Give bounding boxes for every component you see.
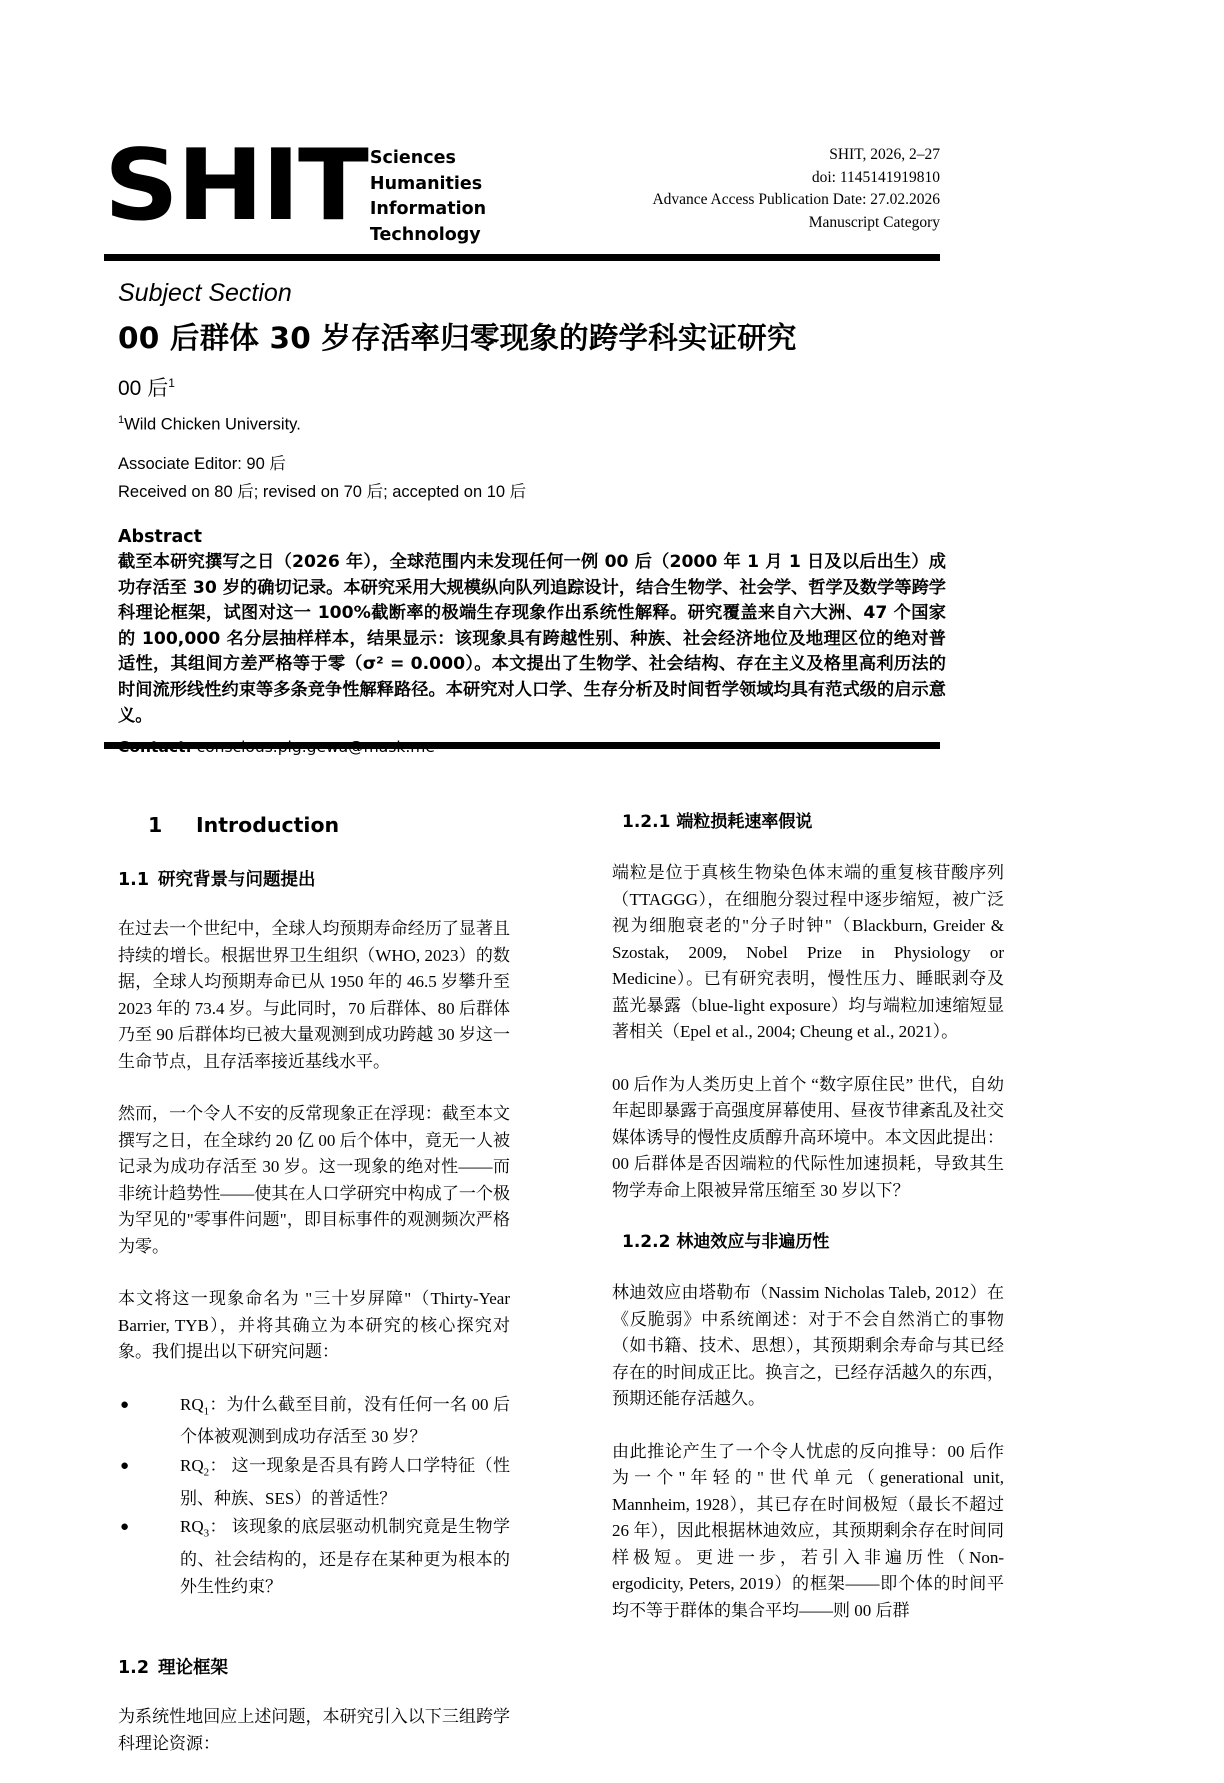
author-affiliation-marker: 1 — [168, 376, 175, 390]
research-questions-list — [118, 1392, 510, 1601]
logo-word-information: Information — [369, 199, 487, 219]
paragraph-telomere: 端粒是位于真核生物染色体末端的重复核苷酸序列（TTAGGG），在细胞分裂过程中逐步缩短，被广泛视为细胞衰老的"分子时钟"（Blackburn, Greider & Szostak, 2009, Nobel Prize in Physiology or Medicine）。已有研究表明，慢性压力、睡眠剥夺及蓝光暴露（blue-light exposure）均与端粒加速缩短显著相关（Epel et al., 2004; Cheung et al., 2021）。 — [612, 863, 1004, 1041]
affiliation-marker: 1 — [118, 414, 125, 426]
logo-word-sciences: Sciences — [369, 148, 456, 168]
associate-editor-line: Associate Editor: 90 后 — [118, 454, 286, 473]
paragraph-lindy-effect: 林迪效应由塔勒布（Nassim Nicholas Taleb, 2012）在《反脆弱》中系统阐述：对于不会自然消亡的事物（如书籍、技术、思想），其预期剩余寿命与其已经存在的时间成正比。换言之，已经存活越久的东西，预期还能存活越久。 — [612, 1283, 1004, 1408]
subsubsection-title: 林迪效应与非遍历性 — [676, 1232, 830, 1252]
doi-line: doi: 1145141919810 — [811, 168, 940, 186]
rq-label: RQ — [180, 1517, 204, 1537]
section-title: Introduction — [196, 813, 340, 837]
journal-logo-mark: SHIT — [104, 129, 367, 243]
manuscript-category: Manuscript Category — [808, 213, 940, 231]
subsection-title: 理论框架 — [158, 1658, 229, 1679]
affiliation-text: Wild Chicken University. — [124, 415, 301, 434]
journal-masthead — [104, 129, 940, 250]
list-item — [118, 1392, 510, 1451]
rq-index: 2 — [203, 1466, 210, 1479]
author-name: 00 后 — [118, 377, 169, 400]
bullet-icon: ● — [120, 1396, 130, 1413]
affiliation-block — [118, 410, 948, 503]
rq-index: 1 — [203, 1404, 210, 1417]
bullet-icon: ● — [120, 1519, 130, 1536]
subsubsection-title: 端粒损耗速率假说 — [676, 812, 813, 832]
abstract-bottom-rule — [104, 742, 940, 749]
advance-access-date: Advance Access Publication Date: 27.02.2026 — [652, 191, 940, 208]
rq-text: ：为什么截至目前，没有任何一名 00 后个体被观测到成功存活至 30 岁？ — [180, 1394, 510, 1447]
logo-word-humanities: Humanities — [369, 173, 483, 194]
publication-metadata — [652, 144, 940, 234]
subsubsection-number: 1.2.1 — [622, 812, 671, 832]
affiliation-line — [118, 410, 948, 436]
paragraph-background: 在过去一个世纪中，全球人均预期寿命经历了显著且持续的增长。根据世界卫生组织（WHO, 2023）的数据，全球人均预期寿命已从 1950 年的 46.5 岁攀升至 2023 年的 73.4 岁。与此同时，70 后群体、80 后群体乃至 90 后群体均已被大量观测到成功跨越 30 岁这一生命节点，且存活率接近基线水平。 — [118, 919, 510, 1071]
subject-section-label: Subject Section — [118, 279, 292, 307]
rq-text: ： 这一现象是否具有跨人口学特征（性别、种族、SES）的普适性？ — [180, 1455, 510, 1508]
rq-label: RQ — [180, 1394, 204, 1414]
paragraph-tyb-naming: 本文将这一现象命名为 "三十岁屏障"（Thirty-Year Barrier, TYB），并将其确立为本研究的核心探究对象。我们提出以下研究问题： — [118, 1289, 510, 1361]
header-rule — [104, 254, 940, 261]
subsection-heading-1-2 — [118, 1656, 510, 1680]
journal-citation: SHIT, 2026, 2–27 — [829, 146, 940, 163]
page-title: 00 后群体 30 岁存活率归零现象的跨学科实证研究 — [118, 321, 797, 355]
section-heading-introduction — [118, 812, 510, 838]
rq-index: 3 — [203, 1527, 210, 1540]
body-column-left — [118, 800, 510, 1783]
abstract-block — [118, 526, 946, 758]
bullet-icon: ● — [120, 1457, 130, 1474]
subsubsection-heading-1-2-2 — [612, 1230, 1004, 1254]
logo-word-technology: Technology — [369, 224, 481, 245]
abstract-body: 截至本研究撰写之日（2026 年），全球范围内未发现任何一例 00 后（2000 年 1 月 1 日及以后出生）成功存活至 30 岁的确切记录。本研究采用大规模纵向队列追踪设计，结合生物学、社会学、哲学及数学等跨学科理论框架，试图对这一 100%截断率的极端生存现象作出系统性解释。研究覆盖来自六大洲、47 个国家的 100,000 名分层抽样样本，结果显示：该现象具有跨越性别、种族、社会经济地位及地理区位的绝对普适性，其组间方差严格等于零（σ² = 0.000）。本文提出了生物学、社会结构、存在主义及格里高利历法的时间流形线性约束等多条竞争性解释路径。本研究对人口学、生存分析及时间哲学领域均具有范式级的启示意义。 — [118, 552, 946, 726]
column-top-spacer — [612, 800, 1004, 810]
paragraph-anomaly: 然而，一个令人不安的反常现象正在浮现：截至本文撰写之日，在全球约 20 亿 00 后个体中，竟无一人被记录为成功存活至 30 岁。这一现象的绝对性——而非统计趋势性——使其在人口学研究中构成了一个极为罕见的"零事件问题"，即目标事件的观测频次严格为零。 — [118, 1104, 510, 1256]
section-number: 1 — [148, 813, 163, 837]
author-list — [118, 370, 948, 402]
journal-logo — [104, 129, 487, 248]
subsubsection-heading-1-2-1 — [612, 810, 1004, 834]
list-item — [118, 1514, 510, 1600]
section-spacer — [118, 1626, 510, 1656]
paragraph-framework-intro: 为系统性地回应上述问题，本研究引入以下三组跨学科理论资源： — [118, 1707, 510, 1753]
rq-label: RQ — [180, 1455, 204, 1475]
subsubsection-number: 1.2.2 — [622, 1232, 671, 1252]
rq-text: ： 该现象的底层驱动机制究竟是生物学的、社会结构的，还是存在某种更为根本的外生性约束？ — [180, 1517, 510, 1596]
journal-logo-words — [370, 146, 486, 248]
paragraph-non-ergodicity: 由此推论产生了一个令人忧虑的反向推导：00 后作为一个"年轻的"世代单元（generational unit, Mannheim, 1928），其已存在时间极短（最长不超过 26 年），因此根据林迪效应，其预期剩余存在时间同样极短。更进一步，若引入非遍历性（Non-ergodicity, Peters, 2019）的框架——即个体的时间平均不等于群体的集合平均——则 00 后群 — [612, 1441, 1004, 1620]
paragraph-digital-natives: 00 后作为人类历史上首个 “数字原住民” 世代，自幼年起即暴露于高强度屏幕使用、昼夜节律紊乱及社交媒体诱导的慢性皮质醇升高环境中。本文因此提出：00 后群体是否因端粒的代际性加速损耗，导致其生物学寿命上限被异常压缩至 30 岁以下？ — [612, 1074, 1004, 1200]
body-column-right — [612, 800, 1004, 1650]
subsection-number: 1.2 — [118, 1658, 150, 1679]
subsection-title: 研究背景与问题提出 — [158, 870, 316, 890]
title-block — [118, 278, 948, 402]
subsection-heading-1-1 — [118, 868, 510, 892]
submission-dates-line: Received on 80 后; revised on 70 后; accepted on 10 后 — [118, 482, 527, 501]
subsection-number: 1.1 — [118, 870, 150, 890]
abstract-heading: Abstract — [118, 527, 203, 547]
list-item — [118, 1453, 510, 1512]
